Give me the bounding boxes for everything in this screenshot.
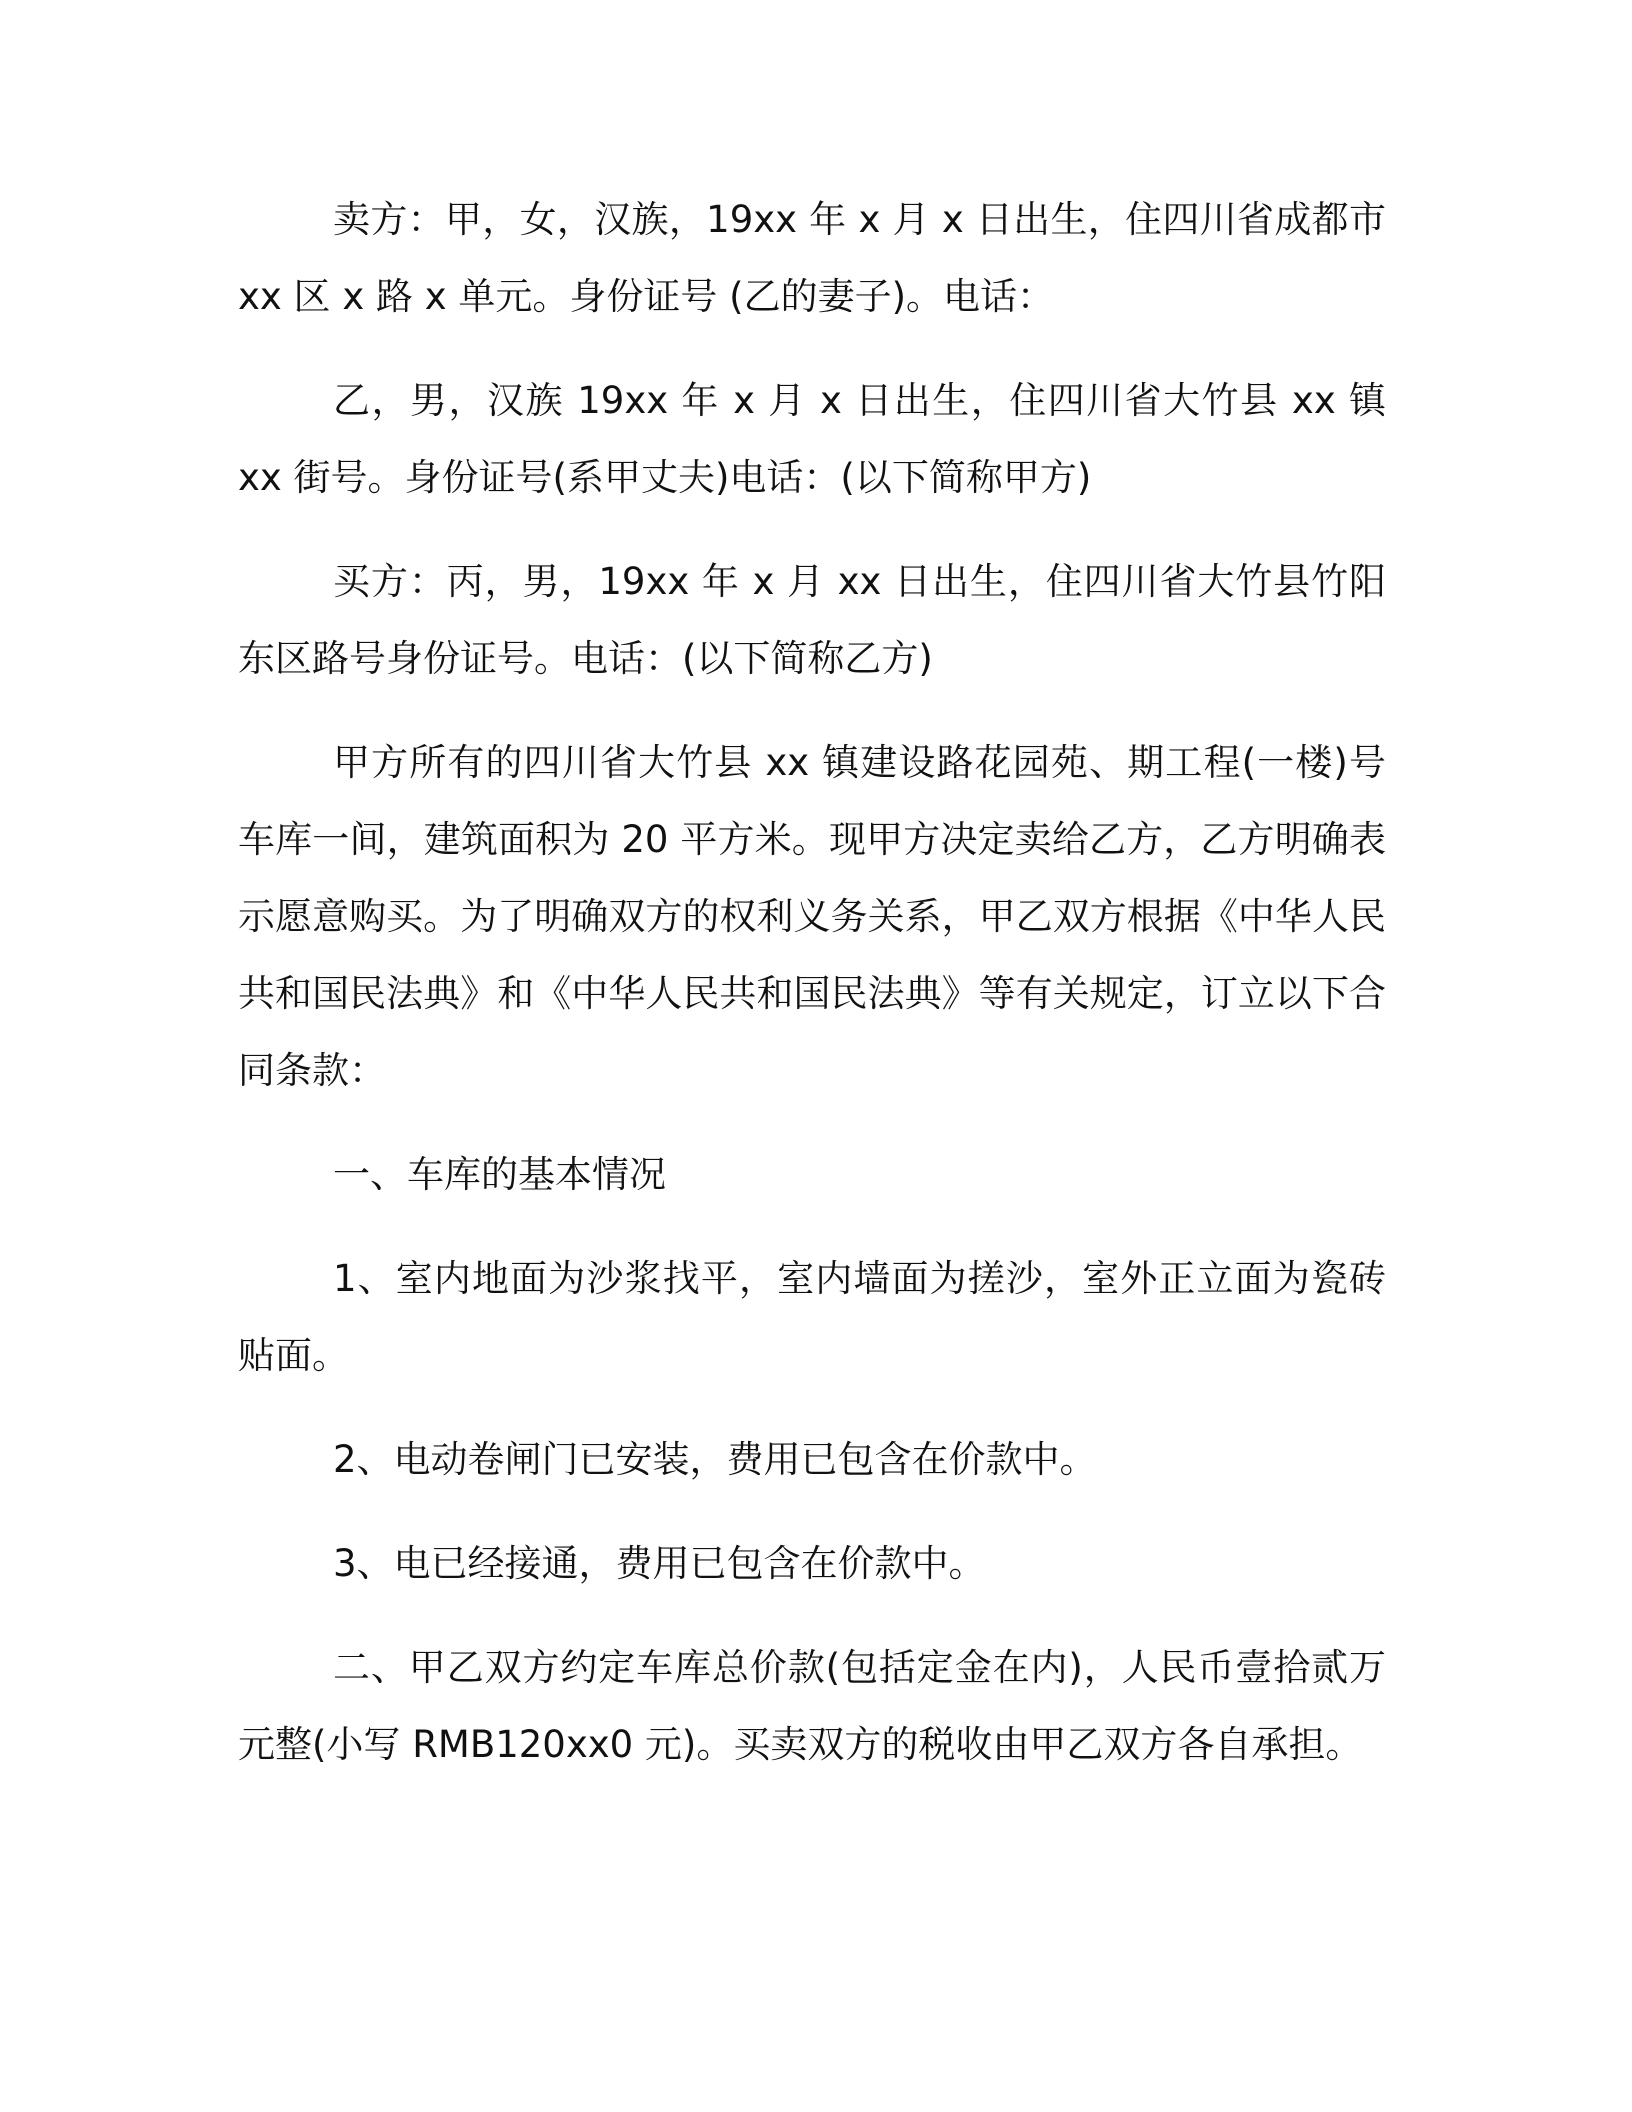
seller-info-paragraph: 卖方：甲，女，汉族，19xx 年 x 月 x 日出生，住四川省成都市 xx 区 x 路 x 单元。身份证号 (乙的妻子)。电话： (238, 198, 1386, 318)
buyer-info-paragraph: 买方：丙，男，19xx 年 x 月 xx 日出生，住四川省大竹县竹阳东区路号身份证号。电话：(以下简称乙方) (238, 560, 1386, 680)
clause-item-1: 1、室内地面为沙浆找平，室内墙面为搓沙，室外正立面为瓷砖贴面。 (238, 1257, 1386, 1377)
section-heading-garage-basics: 一、车库的基本情况 (333, 1153, 666, 1196)
section-price-paragraph: 二、甲乙双方约定车库总价款(包括定金在内)，人民币壹拾贰万元整(小写 RMB120xx0 元)。买卖双方的税收由甲乙双方各自承担。 (238, 1646, 1386, 1766)
clause-item-2: 2、电动卷闸门已安装，费用已包含在价款中。 (333, 1438, 1097, 1481)
contract-preamble-paragraph: 甲方所有的四川省大竹县 xx 镇建设路花园苑、期工程(一楼)号车库一间，建筑面积为 20 平方米。现甲方决定卖给乙方，乙方明确表示愿意购买。为了明确双方的权利义务关系，甲乙双方根据《中华人民共和国民法典》和《中华人民共和国民法典》等有关规定，订立以下合同条款： (238, 741, 1386, 1092)
document-body (238, 181, 1386, 1810)
clause-item-3: 3、电已经接通，费用已包含在价款中。 (333, 1542, 986, 1585)
seller-spouse-paragraph: 乙，男，汉族 19xx 年 x 月 x 日出生，住四川省大竹县 xx 镇 xx 街号。身份证号(系甲丈夫)电话：(以下简称甲方) (238, 379, 1386, 499)
